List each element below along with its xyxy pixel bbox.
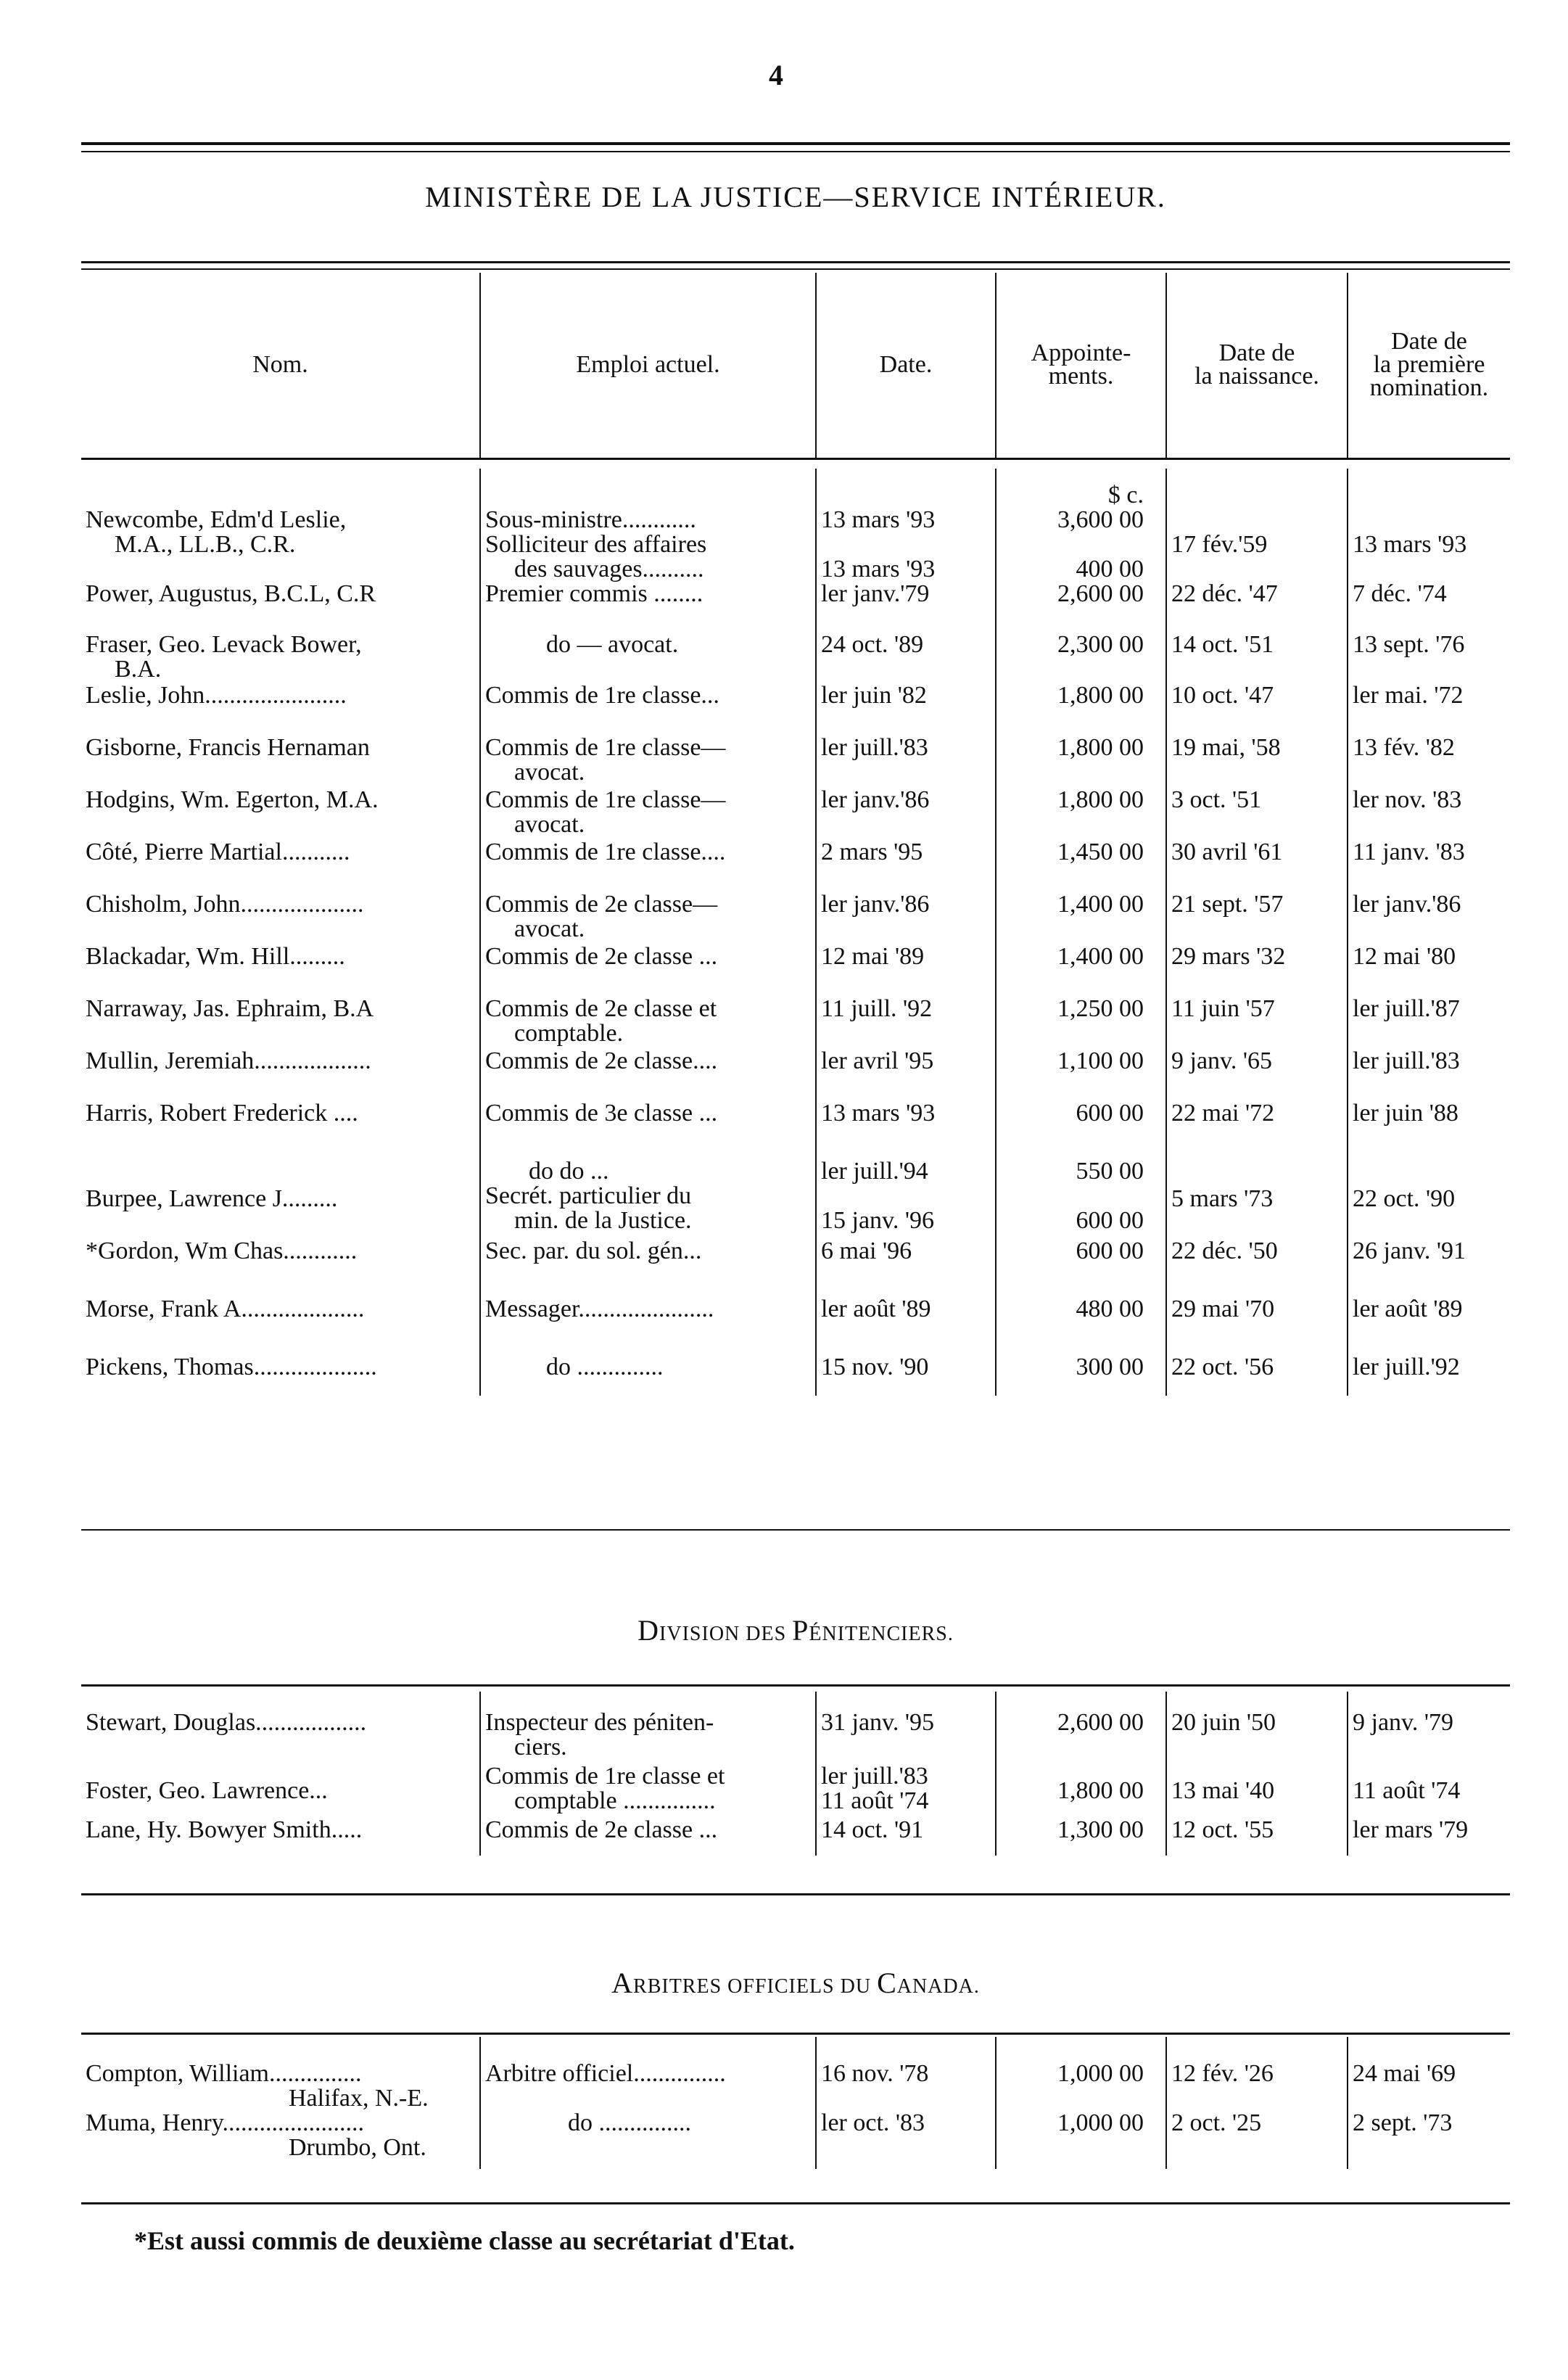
cell-pay: 1,800 00 bbox=[996, 683, 1166, 736]
cell-pay: 2,600 00 bbox=[996, 582, 1166, 633]
cell-name: Harris, Robert Frederick .... bbox=[86, 1101, 358, 1127]
cell-date: 11 juill. '92 bbox=[816, 997, 996, 1049]
cell-name: Newcombe, Edm'd Leslie, M.A., LL.B., C.R. bbox=[86, 508, 347, 558]
table-row bbox=[81, 582, 1510, 633]
cell-job: Commis de 2e classe.... bbox=[480, 1049, 816, 1101]
page-title: MINISTÈRE DE LA JUSTICE—SERVICE INTÉRIEUR. bbox=[425, 181, 1166, 213]
cell-name: Morse, Frank A.................... bbox=[86, 1297, 365, 1322]
cell-pay: 1,250 00 bbox=[996, 997, 1166, 1049]
cell-date: 12 mai '89 bbox=[816, 944, 996, 997]
arbitrators-table bbox=[81, 2037, 1510, 2169]
cell-name: Blackadar, Wm. Hill......... bbox=[86, 944, 345, 970]
table-row bbox=[81, 1159, 1510, 1239]
cell-pay: 2,300 00 bbox=[996, 633, 1166, 683]
table-row bbox=[81, 1355, 1510, 1396]
cell-first: ler mai. '72 bbox=[1348, 683, 1510, 736]
table-top-rule-thin bbox=[81, 268, 1510, 270]
cell-first: 22 oct. '90 bbox=[1348, 1159, 1510, 1239]
table-row bbox=[81, 1692, 1510, 1764]
cell-job: Sous-ministre............ Solliciteur des affaires des sauvages.......... bbox=[480, 508, 816, 582]
table-row bbox=[81, 997, 1510, 1049]
section3-top-rule bbox=[81, 2033, 1510, 2035]
cell-birth: 29 mai '70 bbox=[1166, 1297, 1348, 1355]
cell-name: Muma, Henry....................... Drumbo, Ont. bbox=[86, 2111, 426, 2161]
top-rule-thin bbox=[81, 151, 1510, 152]
cell-first: 13 fév. '82 bbox=[1348, 736, 1510, 788]
cell-name: Stewart, Douglas.................. bbox=[86, 1709, 367, 1736]
cell-date: 15 nov. '90 bbox=[816, 1355, 996, 1396]
page-number: 4 bbox=[769, 59, 783, 91]
header-job: Emploi actuel. bbox=[480, 273, 816, 458]
table-row bbox=[81, 788, 1510, 840]
cell-pay: 1,800 00 bbox=[996, 736, 1166, 788]
cell-name: Narraway, Jas. Ephraim, B.A bbox=[86, 997, 374, 1022]
table-top-rule bbox=[81, 261, 1510, 263]
cell-name: Mullin, Jeremiah................... bbox=[86, 1049, 371, 1074]
table-row bbox=[81, 944, 1510, 997]
cell-first: 12 mai '80 bbox=[1348, 944, 1510, 997]
table-row bbox=[81, 633, 1510, 683]
cell-date: ler janv.'86 bbox=[816, 788, 996, 840]
cell-name: Fraser, Geo. Levack Bower, B.A. bbox=[86, 633, 362, 683]
cell-pay: 1,800 00 bbox=[996, 788, 1166, 840]
cell-birth: 12 fév. '26 bbox=[1166, 2037, 1348, 2111]
cell-date: ler janv.'86 bbox=[816, 892, 996, 944]
cell-job: do — avocat. bbox=[480, 633, 816, 683]
cell-job: Commis de 2e classe— avocat. bbox=[480, 892, 816, 944]
table-row bbox=[81, 2037, 1510, 2111]
cell-birth: 10 oct. '47 bbox=[1166, 683, 1348, 736]
cell-birth: 11 juin '57 bbox=[1166, 997, 1348, 1049]
cell-name: *Gordon, Wm Chas............ bbox=[86, 1239, 358, 1264]
cell-first: 13 sept. '76 bbox=[1348, 633, 1510, 683]
cell-name: Compton, William............... Halifax, N.-E. bbox=[86, 2060, 429, 2111]
cell-birth: 22 oct. '56 bbox=[1166, 1355, 1348, 1396]
cell-birth: 17 fév.'59 bbox=[1166, 508, 1348, 582]
cell-pay: 1,300 00 bbox=[996, 1818, 1166, 1856]
section2-bottom-rule bbox=[81, 1893, 1510, 1895]
cell-first: 13 mars '93 bbox=[1348, 508, 1510, 582]
cell-date: 16 nov. '78 bbox=[816, 2037, 996, 2111]
staff-table bbox=[81, 273, 1510, 1396]
section3-bottom-rule bbox=[81, 2202, 1510, 2204]
cell-first: 2 sept. '73 bbox=[1348, 2111, 1510, 2169]
table-row bbox=[81, 1239, 1510, 1297]
cell-job: Inspecteur des péniten- ciers. bbox=[480, 1692, 816, 1764]
section-title-penitenciers: DIVISION DES PÉNITENCIERS. bbox=[637, 1614, 954, 1647]
cell-birth: 21 sept. '57 bbox=[1166, 892, 1348, 944]
cell-date: ler juin '82 bbox=[816, 683, 996, 736]
cell-name: Gisborne, Francis Hernaman bbox=[86, 736, 370, 761]
header-birth: Date de la naissance. bbox=[1166, 273, 1348, 458]
table-row bbox=[81, 1297, 1510, 1355]
cell-date: 6 mai '96 bbox=[816, 1239, 996, 1297]
cell-date: ler juill.'83 bbox=[816, 736, 996, 788]
cell-birth: 22 déc. '50 bbox=[1166, 1239, 1348, 1297]
cell-pay: 1,000 00 bbox=[996, 2037, 1166, 2111]
cell-date: 24 oct. '89 bbox=[816, 633, 996, 683]
cell-first: ler mars '79 bbox=[1348, 1818, 1510, 1856]
cell-pay: 1,000 00 bbox=[996, 2111, 1166, 2169]
cell-birth: 13 mai '40 bbox=[1166, 1764, 1348, 1818]
cell-job: do ............... bbox=[480, 2111, 816, 2169]
cell-first: 24 mai '69 bbox=[1348, 2037, 1510, 2111]
cell-name: Côté, Pierre Martial........... bbox=[86, 840, 350, 865]
header-row bbox=[81, 273, 1510, 458]
cell-name: Lane, Hy. Bowyer Smith..... bbox=[86, 1818, 363, 1843]
cell-birth: 22 déc. '47 bbox=[1166, 582, 1348, 633]
cell-job: Premier commis ........ bbox=[480, 582, 816, 633]
cell-birth: 12 oct. '55 bbox=[1166, 1818, 1348, 1856]
cell-birth: 19 mai, '58 bbox=[1166, 736, 1348, 788]
cell-date: ler janv.'79 bbox=[816, 582, 996, 633]
cell-job: Sec. par. du sol. gén... bbox=[480, 1239, 816, 1297]
cell-first: ler nov. '83 bbox=[1348, 788, 1510, 840]
cell-name: Chisholm, John.................... bbox=[86, 892, 364, 918]
cell-date: 2 mars '95 bbox=[816, 840, 996, 892]
top-rule bbox=[81, 142, 1510, 145]
header-first: Date de la première nomination. bbox=[1348, 273, 1510, 458]
penitentiary-table bbox=[81, 1692, 1510, 1856]
cell-birth: 5 mars '73 bbox=[1166, 1159, 1348, 1239]
cell-pay: 1,400 00 bbox=[996, 892, 1166, 944]
table-row bbox=[81, 683, 1510, 736]
cell-name: Leslie, John....................... bbox=[86, 683, 347, 709]
header-pay: Appointe- ments. bbox=[996, 273, 1166, 458]
cell-first: 9 janv. '79 bbox=[1348, 1692, 1510, 1764]
cell-date: 13 mars '93 13 mars '93 bbox=[816, 508, 996, 582]
cell-first: ler juin '88 bbox=[1348, 1101, 1510, 1159]
section2-top-rule bbox=[81, 1684, 1510, 1687]
section-title-arbitres: ARBITRES OFFICIELS DU CANADA. bbox=[611, 1967, 980, 1999]
table-row bbox=[81, 1101, 1510, 1159]
cell-date: ler juill.'83 11 août '74 bbox=[816, 1764, 996, 1818]
cell-job: Commis de 1re classe— avocat. bbox=[480, 736, 816, 788]
cell-first: 7 déc. '74 bbox=[1348, 582, 1510, 633]
cell-first: ler juill.'92 bbox=[1348, 1355, 1510, 1396]
table-bottom-rule bbox=[81, 1529, 1510, 1531]
cell-pay: 1,450 00 bbox=[996, 840, 1166, 892]
table-row bbox=[81, 1049, 1510, 1101]
cell-birth: 29 mars '32 bbox=[1166, 944, 1348, 997]
cell-date: 31 janv. '95 bbox=[816, 1692, 996, 1764]
cell-birth: 14 oct. '51 bbox=[1166, 633, 1348, 683]
cell-job: do .............. bbox=[480, 1355, 816, 1396]
cell-pay: 1,800 00 bbox=[996, 1764, 1166, 1818]
cell-pay: 1,400 00 bbox=[996, 944, 1166, 997]
cell-job: Messager...................... bbox=[480, 1297, 816, 1355]
cell-name: Pickens, Thomas.................... bbox=[86, 1355, 377, 1380]
cell-birth: 30 avril '61 bbox=[1166, 840, 1348, 892]
cell-first: ler août '89 bbox=[1348, 1297, 1510, 1355]
cell-date: ler oct. '83 bbox=[816, 2111, 996, 2169]
footnote: *Est aussi commis de deuxième classe au secrétariat d'Etat. bbox=[134, 2226, 795, 2255]
cell-pay: 600 00 bbox=[996, 1101, 1166, 1159]
cell-birth: 20 juin '50 bbox=[1166, 1692, 1348, 1764]
table-row bbox=[81, 1818, 1510, 1856]
cell-job: Commis de 2e classe ... bbox=[480, 944, 816, 997]
table-row bbox=[81, 2111, 1510, 2169]
table-row bbox=[81, 508, 1510, 582]
cell-first: ler janv.'86 bbox=[1348, 892, 1510, 944]
table-row bbox=[81, 840, 1510, 892]
cell-date: ler avril '95 bbox=[816, 1049, 996, 1101]
cell-pay: 550 00 600 00 bbox=[996, 1159, 1166, 1239]
cell-first: ler juill.'87 bbox=[1348, 997, 1510, 1049]
cell-birth: 22 mai '72 bbox=[1166, 1101, 1348, 1159]
cell-pay: 480 00 bbox=[996, 1297, 1166, 1355]
cell-date: ler août '89 bbox=[816, 1297, 996, 1355]
table-row bbox=[81, 892, 1510, 944]
cell-pay: 300 00 bbox=[996, 1355, 1166, 1396]
cell-first: 11 août '74 bbox=[1348, 1764, 1510, 1818]
cell-birth: 9 janv. '65 bbox=[1166, 1049, 1348, 1101]
cell-name: Burpee, Lawrence J......... bbox=[86, 1185, 338, 1212]
cell-pay: 1,100 00 bbox=[996, 1049, 1166, 1101]
cell-name: Power, Augustus, B.C.L, C.R bbox=[86, 582, 376, 607]
cell-job: Commis de 1re classe— avocat. bbox=[480, 788, 816, 840]
cell-first: ler juill.'83 bbox=[1348, 1049, 1510, 1101]
cell-pay: 2,600 00 bbox=[996, 1692, 1166, 1764]
cell-job: Commis de 3e classe ... bbox=[480, 1101, 816, 1159]
cell-job: Commis de 2e classe et comptable. bbox=[480, 997, 816, 1049]
cell-job: Commis de 1re classe... bbox=[480, 683, 816, 736]
cell-birth: 3 oct. '51 bbox=[1166, 788, 1348, 840]
table-row bbox=[81, 736, 1510, 788]
cell-pay: 600 00 bbox=[996, 1239, 1166, 1297]
cell-date: 14 oct. '91 bbox=[816, 1818, 996, 1856]
cell-date: ler juill.'94 15 janv. '96 bbox=[816, 1159, 996, 1239]
cell-birth: 2 oct. '25 bbox=[1166, 2111, 1348, 2169]
cell-job: Commis de 2e classe ... bbox=[480, 1818, 816, 1856]
header-date: Date. bbox=[816, 273, 996, 458]
cell-date: 13 mars '93 bbox=[816, 1101, 996, 1159]
cell-job: Commis de 1re classe.... bbox=[480, 840, 816, 892]
cell-name: Hodgins, Wm. Egerton, M.A. bbox=[86, 788, 379, 813]
cell-job: Commis de 1re classe et comptable ............... bbox=[480, 1764, 816, 1818]
cell-first: 11 janv. '83 bbox=[1348, 840, 1510, 892]
cell-first: 26 janv. '91 bbox=[1348, 1239, 1510, 1297]
cell-job: do do ... Secrét. particulier du min. de la Justice. bbox=[480, 1159, 816, 1239]
table-row bbox=[81, 1764, 1510, 1818]
cell-job: Arbitre officiel............... bbox=[480, 2037, 816, 2111]
currency-header: $ c. bbox=[996, 469, 1166, 508]
header-name: Nom. bbox=[252, 351, 308, 379]
cell-pay: 3,600 00 400 00 bbox=[996, 508, 1166, 582]
cell-name: Foster, Geo. Lawrence... bbox=[86, 1777, 328, 1804]
